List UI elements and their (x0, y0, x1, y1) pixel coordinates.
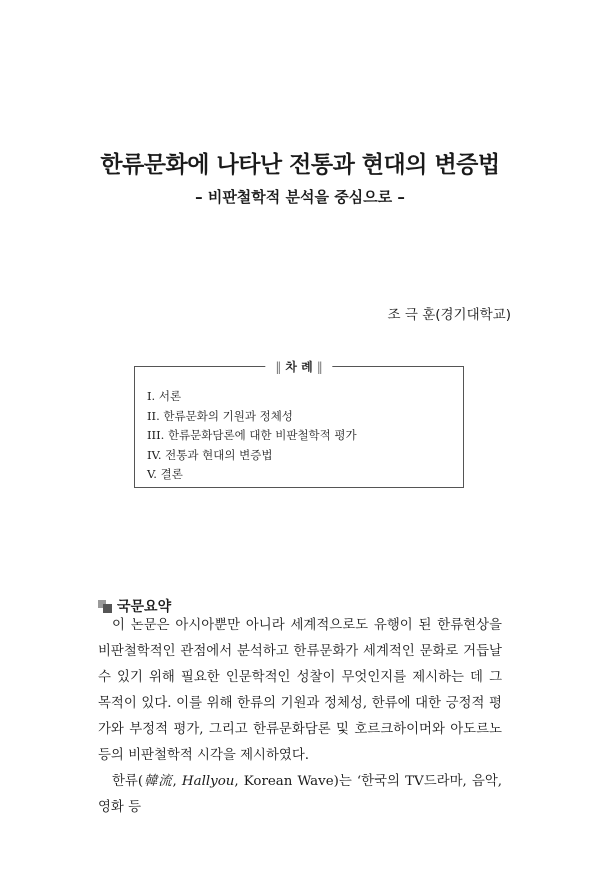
paper-title: 한류문화에 나타난 전통과 현대의 변증법 (100, 152, 500, 178)
toc-item: V. 결론 (147, 467, 183, 481)
table-of-contents (134, 360, 464, 488)
toc-item: II. 한류문화의 기원과 정체성 (147, 408, 293, 423)
hanja-term: 韓流 (143, 774, 173, 789)
toc-item: IV. 전통과 현대의 변증법 (147, 447, 273, 462)
paper-subtitle: – 비판철학적 분석을 중심으로 – (195, 188, 405, 206)
abstract-paragraph-2: 한류(韓流, Hallyou, Korean Wave)는 ‘한국의 TV드라마, 음악, 영화 등 (98, 774, 503, 815)
author-affiliation: 조 극 훈(경기대학교) (387, 307, 511, 323)
romanized-term: Hallyou (181, 774, 235, 789)
abstract-body (98, 613, 502, 821)
toc-list (147, 387, 357, 485)
toc-label-text: 차 례 (285, 360, 313, 374)
square-bullet-icon (98, 600, 113, 612)
abstract-paragraph-1: 이 논문은 아시아뿐만 아니라 세계적으로도 유행이 된 한류현상을 비판철학적인 관점에서 분석하고 한류문화가 세계적인 문화로 거듭날 수 있기 위해 필요한 인문학적인 성찰이 무엇인지를 제시하는 데 그 목적이 있다. 이를 위해 한류의 기원과 정체성, 한류에 대한 긍정적 평가와 부정적 평가, 그리고 한류문화담론 및 호르크하이머와 아도르노 등의 비판철학적 시각을 제시하였다. (98, 618, 502, 763)
bracket-right-icon: ‖ (316, 360, 323, 374)
toc-item: III. 한류문화담론에 대한 비판철학적 평가 (147, 428, 357, 442)
toc-label (265, 358, 332, 375)
abstract-heading-text: 국문요약 (117, 599, 172, 615)
bracket-left-icon: ‖ (275, 360, 282, 374)
toc-item: I. 서론 (147, 389, 182, 403)
